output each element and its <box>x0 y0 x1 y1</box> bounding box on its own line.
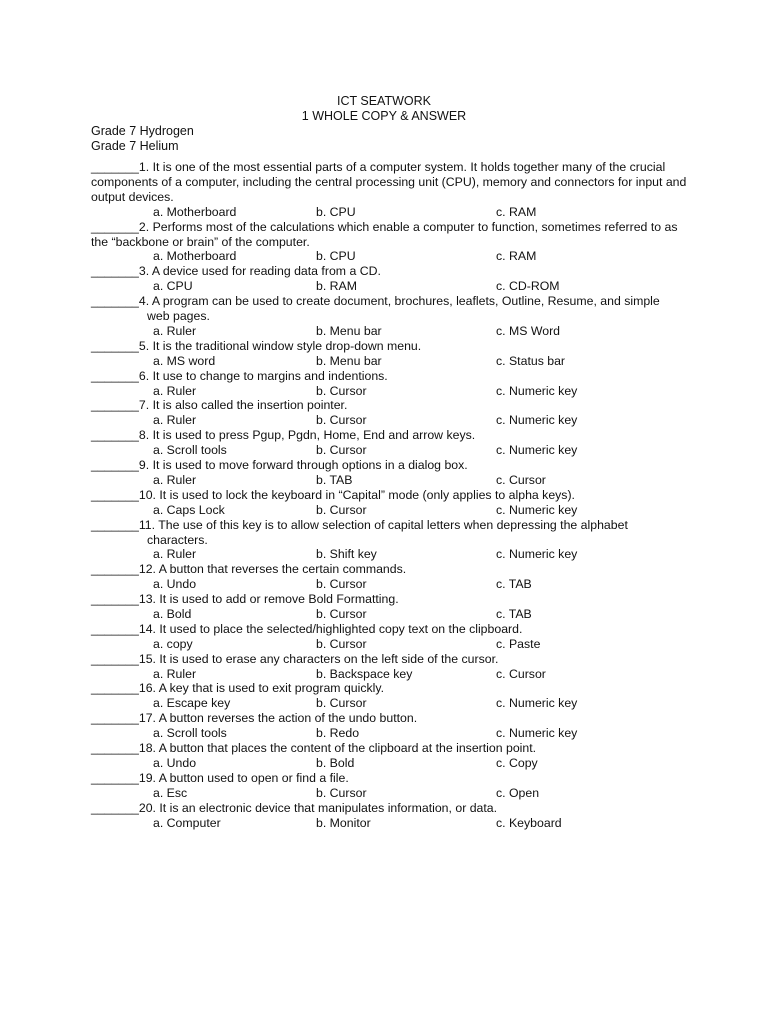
question-text: A button used to open or find a file. <box>158 770 349 785</box>
answer-choice-c: c. TAB <box>496 607 532 621</box>
question-stem <box>91 801 691 816</box>
answer-choices <box>91 443 691 458</box>
question-item <box>91 622 691 652</box>
question-stem <box>91 592 691 607</box>
question-item <box>91 160 691 220</box>
answer-choice-c: c. Paste <box>496 636 541 651</box>
answer-choice-b: b. Cursor <box>316 607 367 621</box>
question-item <box>91 592 691 622</box>
question-text: It used to place the selected/highlighted copy text on the clipboard. <box>159 621 523 636</box>
question-number: _______16. <box>91 681 156 696</box>
question-text: It is also called the insertion pointer. <box>152 398 348 413</box>
answer-choice-b: b. Backspace key <box>316 666 413 681</box>
answer-choice-c: c. TAB <box>496 577 532 592</box>
answer-choice-a: a. Ruler <box>153 472 197 487</box>
question-number: _______20. <box>91 800 156 815</box>
question-text: The use of this key is to allow selection of capital letters when depressing the alphabet <box>158 517 628 532</box>
answer-choice-c: c. Numeric key <box>496 726 578 741</box>
answer-choices <box>91 205 691 220</box>
answer-choice-b: b. Menu bar <box>316 323 382 338</box>
question-text: Performs most of the calculations which enable a computer to function, sometimes referred to as the “backbone or brain” of the computer. <box>91 219 678 249</box>
answer-choice-b: b. Cursor <box>316 443 367 458</box>
answer-choice-b: b. RAM <box>316 279 357 294</box>
question-item <box>91 652 691 682</box>
question-item <box>91 681 691 711</box>
question-number: _______5. <box>91 338 150 353</box>
question-number: _______15. <box>91 651 156 666</box>
question-stem <box>91 294 691 309</box>
answer-choice-c: c. CD-ROM <box>496 279 560 294</box>
answer-choice-b: b. CPU <box>316 204 356 219</box>
question-number: _______19. <box>91 770 156 785</box>
question-stem <box>91 428 691 443</box>
question-text: It is an electronic device that manipulates information, or data. <box>159 800 498 815</box>
question-stem <box>91 369 691 384</box>
answer-choice-b: b. Cursor <box>316 413 367 428</box>
answer-choice-b: b. Cursor <box>316 785 367 800</box>
question-item <box>91 220 691 265</box>
answer-choice-a: a. Ruler <box>153 383 197 398</box>
question-text: It is the traditional window style drop-down menu. <box>152 338 422 353</box>
question-stem <box>91 398 691 413</box>
answer-choices <box>91 696 691 711</box>
question-item <box>91 518 691 563</box>
question-text: It is used to erase any characters on the left side of the cursor. <box>159 651 499 666</box>
answer-choices <box>91 756 691 771</box>
answer-choice-c: c. Copy <box>496 755 538 770</box>
answer-choice-b: b. Menu bar <box>316 353 382 368</box>
question-item <box>91 294 691 339</box>
question-stem <box>91 264 691 279</box>
answer-choice-b: b. Bold <box>316 755 355 770</box>
question-item <box>91 488 691 518</box>
question-stem <box>91 562 691 577</box>
question-text: A button that reverses the certain commands. <box>158 562 407 577</box>
answer-choice-a: a. Ruler <box>153 323 197 338</box>
question-number: _______14. <box>91 621 156 636</box>
question-text: A key that is used to exit program quickly. <box>158 681 385 696</box>
answer-choice-a: a. Motherboard <box>153 204 237 219</box>
answer-choices <box>91 354 691 369</box>
question-text: It is one of the most essential parts of a computer system. It holds together many of the crucial components of a computer, including the central processing unit (CPU), memory and connectors for input and output devices. <box>91 160 687 204</box>
question-number: _______11. <box>91 517 156 532</box>
answer-choice-a: a. Computer <box>153 815 221 830</box>
answer-choices <box>91 503 691 518</box>
worksheet-title: ICT SEATWORK <box>337 94 431 108</box>
question-item <box>91 801 691 831</box>
answer-choice-b: b. Cursor <box>316 502 367 517</box>
answer-choice-c: c. Numeric key <box>496 696 578 711</box>
question-text: A program can be used to create document, brochures, leaflets, Outline, Resume, and simple <box>151 294 660 309</box>
grade-section-2: Grade 7 Helium <box>91 139 179 153</box>
answer-choice-c: c. MS Word <box>496 323 561 338</box>
question-number: _______10. <box>91 487 156 502</box>
answer-choice-c: c. Numeric key <box>496 502 578 517</box>
answer-choice-a: a. Scroll tools <box>153 726 227 741</box>
answer-choice-a: a. MS word <box>153 353 216 368</box>
answer-choice-b: b. Shift key <box>316 547 377 562</box>
question-number: _______1. <box>91 160 150 174</box>
grade-section-1: Grade 7 Hydrogen <box>91 124 194 138</box>
question-list <box>91 160 691 830</box>
answer-choice-a: a. Escape key <box>153 696 231 711</box>
question-stem <box>91 622 691 637</box>
question-stem <box>91 458 691 473</box>
answer-choice-b: b. Cursor <box>316 636 367 651</box>
answer-choices <box>91 384 691 399</box>
answer-choice-c: c. RAM <box>496 249 537 264</box>
question-item <box>91 711 691 741</box>
question-number: _______17. <box>91 711 156 726</box>
question-item <box>91 741 691 771</box>
question-number: _______18. <box>91 741 156 756</box>
question-text: It use to change to margins and indentions. <box>152 368 388 383</box>
question-stem <box>91 160 691 205</box>
question-number: _______6. <box>91 368 150 383</box>
question-text-continued: characters. <box>147 532 208 547</box>
answer-choice-a: a. Ruler <box>153 413 197 428</box>
answer-choice-a: a. Undo <box>153 755 197 770</box>
answer-choice-c: c. Cursor <box>496 472 546 487</box>
answer-choice-a: a. Motherboard <box>153 249 237 264</box>
question-number: _______7. <box>91 398 150 413</box>
answer-choice-c: c. Numeric key <box>496 383 578 398</box>
answer-choice-c: c. Numeric key <box>496 413 578 428</box>
answer-choice-c: c. Status bar <box>496 353 566 368</box>
answer-choice-a: a. Ruler <box>153 547 197 562</box>
answer-choice-a: a. Caps Lock <box>153 502 225 517</box>
question-item <box>91 458 691 488</box>
question-number: _______4. <box>91 294 150 309</box>
answer-choices <box>91 324 691 339</box>
answer-choice-a: a. copy <box>153 636 193 651</box>
question-stem <box>91 652 691 667</box>
answer-choice-a: a. Bold <box>153 607 192 621</box>
answer-choice-c: c. RAM <box>496 204 537 219</box>
answer-choice-b: b. Cursor <box>316 383 367 398</box>
question-number: _______12. <box>91 562 156 577</box>
answer-choice-a: a. Undo <box>153 577 197 592</box>
question-stem <box>91 711 691 726</box>
answer-choices <box>91 607 691 622</box>
question-stem <box>91 771 691 786</box>
answer-choices <box>91 726 691 741</box>
answer-choice-a: a. Scroll tools <box>153 443 227 458</box>
question-text: It is used to add or remove Bold Formatting. <box>159 592 399 607</box>
question-item <box>91 428 691 458</box>
answer-choices <box>91 547 691 562</box>
answer-choice-b: b. TAB <box>316 472 353 487</box>
answer-choice-a: a. Esc <box>153 785 188 800</box>
question-text: A button that places the content of the clipboard at the insertion point. <box>158 741 537 756</box>
answer-choices <box>91 786 691 801</box>
answer-choice-a: a. CPU <box>153 279 193 294</box>
answer-choice-a: a. Ruler <box>153 666 197 681</box>
answer-choice-b: b. Cursor <box>316 577 367 592</box>
answer-choices <box>91 637 691 652</box>
answer-choices <box>91 577 691 592</box>
question-text: A device used for reading data from a CD. <box>151 264 381 279</box>
question-item <box>91 771 691 801</box>
question-number: _______3. <box>91 264 150 279</box>
question-stem <box>91 681 691 696</box>
answer-choices <box>91 413 691 428</box>
question-stem <box>91 741 691 756</box>
question-text-continued: web pages. <box>147 309 210 324</box>
question-stem <box>91 339 691 354</box>
answer-choices <box>91 249 691 264</box>
answer-choice-c: c. Keyboard <box>496 815 562 830</box>
answer-choice-c: c. Numeric key <box>496 547 578 562</box>
question-item <box>91 339 691 369</box>
answer-choice-c: c. Cursor <box>496 666 546 681</box>
answer-choice-b: b. Monitor <box>316 815 371 830</box>
question-text: A button reverses the action of the undo button. <box>158 711 418 726</box>
question-text: It is used to press Pgup, Pgdn, Home, End and arrow keys. <box>152 428 476 443</box>
answer-choices <box>91 667 691 682</box>
question-text: It is used to lock the keyboard in “Capital” mode (only applies to alpha keys). <box>159 487 575 502</box>
answer-choices <box>91 816 691 831</box>
question-stem <box>91 518 691 533</box>
question-text: It is used to move forward through options in a dialog box. <box>152 458 468 472</box>
answer-choices <box>91 279 691 294</box>
answer-choice-b: b. CPU <box>316 249 356 264</box>
answer-choices <box>91 473 691 488</box>
question-item <box>91 264 691 294</box>
question-number: _______9. <box>91 458 150 472</box>
question-stem <box>91 488 691 503</box>
question-number: _______2. <box>91 219 150 234</box>
question-item <box>91 562 691 592</box>
answer-choice-b: b. Redo <box>316 726 360 741</box>
question-number: _______8. <box>91 428 150 443</box>
question-item <box>91 398 691 428</box>
worksheet-subtitle: 1 WHOLE COPY & ANSWER <box>301 109 467 123</box>
question-item <box>91 369 691 399</box>
answer-choice-c: c. Numeric key <box>496 443 578 458</box>
answer-choice-b: b. Cursor <box>316 696 367 711</box>
answer-choice-c: c. Open <box>496 785 540 800</box>
question-number: _______13. <box>91 592 156 607</box>
question-stem <box>91 220 691 250</box>
